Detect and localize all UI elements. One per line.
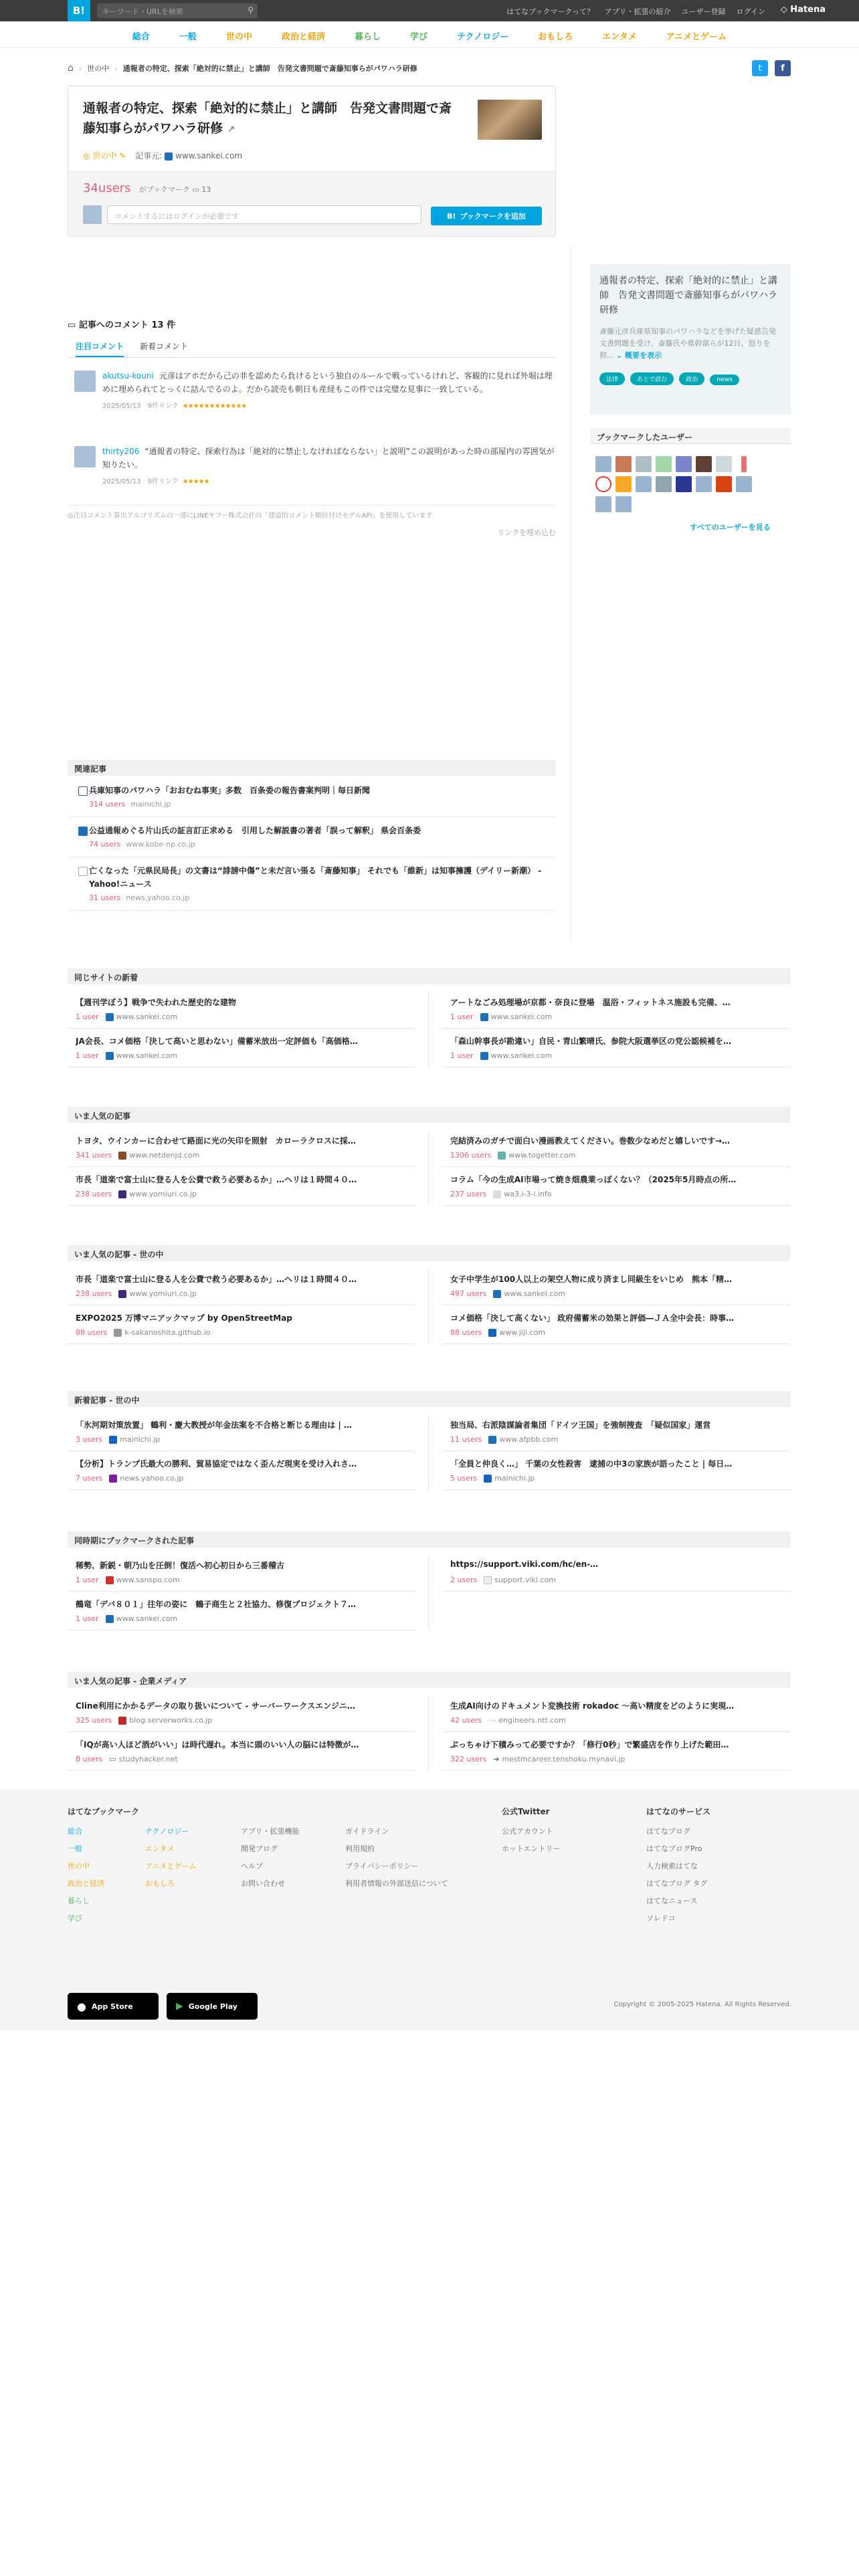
app-store-button[interactable] [68, 1993, 159, 2020]
article-icon [78, 827, 88, 836]
user-avatar[interactable] [656, 476, 672, 492]
list-item [442, 1128, 790, 1167]
stars[interactable]: ★★★★★ [182, 478, 209, 486]
list-item-users[interactable]: 1 user [76, 1051, 99, 1060]
category-anime[interactable]: アニメとゲーム [666, 32, 727, 42]
comment-links[interactable]: 9件リンク [147, 478, 179, 486]
footer-link[interactable]: 暮らし [68, 1897, 90, 1905]
footer-link[interactable]: 総合 [68, 1827, 82, 1836]
add-bookmark-label: ブックマークを追加 [460, 212, 526, 221]
list-item-domain[interactable]: www.togetter.com [508, 1151, 576, 1160]
link-icon: ⋯ [488, 1716, 496, 1725]
footer-link[interactable]: 世の中 [68, 1862, 90, 1870]
grid-divider [428, 992, 429, 1067]
comment-user[interactable]: akutsu-kouni [102, 371, 154, 381]
comments-title-text: 記事へのコメント 13 件 [78, 320, 175, 330]
list-item-users[interactable]: 238 users [76, 1190, 112, 1198]
site-favicon-icon [498, 1152, 506, 1160]
footer-link[interactable]: はてなブログPro [646, 1844, 702, 1853]
footer-link[interactable]: ホットエントリー [502, 1844, 561, 1853]
comment-links[interactable]: 9件リンク [147, 403, 179, 410]
footer-col-categories [145, 1823, 225, 1893]
related-domain[interactable]: mainichi.jp [130, 800, 171, 809]
related-item [68, 784, 556, 817]
comment-text: 元彦はアホだから己の非を認めたら負けるという独自のルールで戦っているけれど、客観的に見れば外堀は埋めに埋められてとっくに詰んでるのよ。だから読売も朝日も産経もこの件では完璧な見事に一致している。 [102, 371, 553, 394]
site-favicon-icon [114, 1329, 122, 1337]
footer-link[interactable]: ガイドライン [345, 1827, 389, 1836]
site-favicon-icon [109, 1475, 117, 1483]
bookmark-count [83, 181, 541, 195]
user-avatar[interactable] [615, 476, 632, 492]
apple-icon: ● [77, 2000, 86, 2013]
comment-input[interactable]: コメントするにはログインが必要です [107, 205, 421, 224]
entry-meta [83, 150, 242, 161]
site-favicon-icon [480, 1013, 488, 1021]
bookmark-icon: B! [447, 211, 456, 221]
list-item-domain[interactable]: wa3.i-3-i.info [504, 1190, 552, 1198]
list-item-users[interactable]: 2 users [450, 1576, 478, 1584]
list-item-domain[interactable]: news.yahoo.co.jp [120, 1474, 184, 1483]
list-item-title[interactable]: 「IQが高い人ほど酒がいい」は時代遅れ。本当に頭のいい人の脳には特徴が… [76, 1740, 359, 1749]
user-avatar[interactable] [676, 476, 692, 492]
list-item-domain[interactable]: blog.serverworks.co.jp [129, 1716, 213, 1725]
list-item [68, 1167, 415, 1206]
related-item-title[interactable]: 亡くなった「元県民局長」の文書は“誹謗中傷”と未だ言い張る「斎藤知事」 それでも「維新」は知事擁護（デイリー新潮） - Yahoo!ニュース [89, 866, 542, 889]
category-tech[interactable]: テクノロジー [457, 32, 509, 42]
list-item-users[interactable]: 1306 users [450, 1151, 492, 1160]
list-item-users[interactable]: 497 users [450, 1289, 487, 1298]
list-item-domain[interactable]: engineers.ntt.com [498, 1716, 566, 1725]
related-users[interactable]: 314 users [89, 800, 126, 809]
show-summary-label: 概要を表示 [625, 351, 662, 360]
comment-count: 13 [201, 185, 211, 194]
top-navbar [0, 0, 859, 21]
list-item [442, 1167, 790, 1206]
app-store-label: App Store [91, 2002, 133, 2011]
search-icon[interactable]: ⚲ [248, 5, 254, 15]
facebook-share-icon[interactable]: f [775, 60, 791, 76]
list-item [68, 1693, 415, 1732]
site-favicon-icon [118, 1152, 126, 1160]
list-item-title[interactable]: 市長「道楽で富士山に登る人を公費で救う必要あるか」…ヘリは１時間４０… [76, 1175, 357, 1184]
register-link[interactable]: ユーザー登録 [681, 7, 726, 16]
footer-link[interactable]: テクノロジー [145, 1827, 189, 1836]
list-item-title[interactable]: ぷっちゃけ下積みって必要ですか？「修行0秒」で繁盛店を作り上げた範田… [450, 1740, 729, 1749]
category-nav [0, 21, 859, 48]
list-item [442, 1267, 790, 1305]
user-avatar[interactable] [716, 456, 732, 472]
popular-society-title: いま人気の記事 - 世の中 [68, 1245, 790, 1261]
tag[interactable]: 政治 [679, 372, 704, 385]
footer-link[interactable]: 一般 [68, 1844, 82, 1853]
list-item [68, 1451, 415, 1490]
avatar[interactable] [74, 370, 96, 392]
list-item-domain[interactable]: www.yomiuri.co.jp [129, 1289, 197, 1298]
tab-popular-comments[interactable]: 注目コメント [76, 340, 124, 357]
list-item-title[interactable]: アートなごみ処理場が京都・奈良に登場 温浴・フィットネス施設も完備、… [450, 998, 731, 1007]
footer-title: 公式Twitter [502, 1807, 550, 1816]
comment-text: “通報者の特定、探索行為は「絶対的に禁止しなければならない」と説明”この説明があった時の部屋内の雰囲気が知りたい。 [102, 447, 555, 469]
footer-link[interactable]: はてなブログ タグ [646, 1879, 708, 1888]
list-item-domain[interactable]: www.sankei.com [490, 1051, 553, 1060]
list-item [68, 1412, 415, 1451]
entry-thumbnail[interactable] [478, 100, 542, 140]
site-favicon-icon [488, 1436, 496, 1444]
stars[interactable]: ★★★★★★★★★★★★ [182, 403, 247, 410]
entry-card [68, 86, 556, 237]
list-item [68, 1592, 415, 1630]
footer-link[interactable]: アニメとゲーム [145, 1862, 197, 1870]
hatena-bookmark-logo[interactable]: B! [68, 0, 90, 21]
list-item-title[interactable]: コラム「今の生成AI市場って焼き畑農業っぽくない？（2025年5月時点の所… [450, 1175, 737, 1184]
footer-link[interactable]: 利用者情報の外部送信について [345, 1879, 448, 1888]
list-item [442, 1029, 790, 1067]
list-item-domain[interactable]: www.afpbb.com [499, 1435, 559, 1444]
apps-link[interactable]: アプリ・拡張の紹介 [604, 7, 671, 16]
sidebar-title[interactable]: 通報者の特定、探索「絶対的に禁止」と講師 告発文書問題で斎藤知事らがパワハラ研修 [599, 276, 777, 316]
footer-link[interactable]: はてなブログ [646, 1827, 690, 1836]
list-item-domain[interactable]: www.sankei.com [116, 1051, 178, 1060]
user-avatar[interactable] [636, 456, 652, 472]
footer-link[interactable]: 人力検索はてな [646, 1862, 698, 1870]
popular-title: いま人気の記事 [68, 1107, 790, 1123]
list-item-title[interactable]: JA会長、コメ価格「決して高いと思わない」備蓄米放出一定評価も「高価格… [76, 1037, 358, 1046]
footer-link[interactable]: 利用規約 [345, 1844, 375, 1853]
list-item-title[interactable]: 「全員と仲良く…」 千葉の女性殺害 逮捕の中3の家族が語ったこと | 毎日… [450, 1459, 733, 1469]
category-omoshiro[interactable]: おもしろ [538, 32, 573, 42]
list-item-domain[interactable]: www.sankei.com [116, 1614, 178, 1623]
related-item-title[interactable]: 兵庫知事のパワハラ「おおむね事実」多数 百条委の報告書案判明｜毎日新聞 [89, 786, 371, 795]
related-item [68, 864, 556, 911]
top-links [506, 6, 765, 17]
list-item-users[interactable]: 1 user [76, 1614, 99, 1623]
related-domain[interactable]: www.kobe-np.co.jp [126, 840, 195, 849]
list-item-users[interactable]: 1 user [76, 1012, 99, 1021]
list-item-users[interactable]: 88 users [450, 1328, 482, 1337]
footer-title: はてなブックマーク [68, 1807, 140, 1816]
footer-title: はてなのサービス [646, 1807, 711, 1816]
list-item-title[interactable]: https://support.viki.com/hc/en-… [450, 1560, 599, 1569]
list-item-users[interactable]: 341 users [76, 1151, 112, 1160]
list-item-title[interactable]: 【週刊学ぼう】戦争で失われた歴史的な建物 [76, 998, 237, 1007]
all-users-link[interactable]: すべてのユーザーを見る [690, 523, 771, 532]
list-item-users[interactable]: 8 users [76, 1755, 103, 1763]
related-domain[interactable]: news.yahoo.co.jp [126, 893, 190, 902]
same-period-title: 同時期にブックマークされた記事 [68, 1531, 790, 1547]
footer-link[interactable]: 政治と経済 [68, 1879, 104, 1888]
footer-col-twitter [502, 1803, 602, 1858]
comment-user[interactable]: thirty206 [102, 447, 140, 456]
list-item-users[interactable]: 7 users [76, 1474, 103, 1483]
list-item-title[interactable]: トヨタ、ウインカーに合わせて路面に光の矢印を照射 カローラクロスに採… [76, 1136, 356, 1146]
comment-date[interactable]: 2025/05/13 [102, 403, 141, 410]
google-play-icon: ▶ [176, 2001, 183, 2012]
list-item-domain[interactable]: www.sanspo.com [116, 1576, 180, 1584]
list-item-domain[interactable]: mainichi.jp [120, 1435, 161, 1444]
list-item-domain[interactable]: www.sankei.com [504, 1289, 565, 1298]
list-item [442, 1412, 790, 1451]
article-icon [78, 786, 88, 796]
list-item-title[interactable]: 完結済みのガチで面白い漫画教えてください。巻数少なめだと嬉しいです→… [450, 1136, 731, 1146]
footer-link[interactable]: アプリ・拡張機能 [241, 1827, 300, 1836]
hatena-logo[interactable]: ◇ Hatena [780, 5, 826, 15]
category-ippan[interactable]: 一般 [179, 32, 197, 42]
bookmarked-users-title: ブックマークしたユーザー [590, 428, 791, 444]
list-item-domain[interactable]: www.sankei.com [490, 1012, 553, 1021]
breadcrumb-title: 通報者の特定、探索「絶対的に禁止」と講師 告発文書問題で斎藤知事らがパワハラ研修 [122, 64, 417, 73]
speech-bubble-icon: ▭ [109, 1755, 116, 1763]
entry-domain-link[interactable]: www.sankei.com [175, 151, 243, 160]
user-avatar[interactable] [696, 476, 712, 492]
comment-algorithm-note: ◎注目コメント算出アルゴリズムの一部にLINEヤフー株式会社の「建設的コメント順位付けモデルAPI」を使用しています [68, 505, 556, 520]
external-link-icon[interactable]: ↗ [227, 124, 235, 135]
list-item-title[interactable]: 【分析】トランプ氏最大の勝利、貿易協定ではなく歪んだ現実を受け入れさ… [76, 1459, 357, 1469]
list-item-title[interactable]: 「氷河期対策放置」 鶴利・慶大教授が年金法案を不合格と断じる理由は | … [76, 1420, 352, 1430]
user-avatar[interactable] [676, 456, 692, 472]
footer-col-policy [345, 1823, 492, 1893]
grid-divider [428, 1131, 429, 1206]
show-summary-link[interactable]: ⌄ 概要を表示 [616, 351, 662, 360]
list-item-title[interactable]: EXPO2025 万博マニアックマップ by OpenStreetMap [76, 1313, 292, 1323]
tag[interactable]: あとで読む [630, 372, 674, 385]
user-avatar[interactable] [615, 456, 632, 472]
user-avatar[interactable] [595, 496, 611, 512]
list-item [442, 1451, 790, 1490]
embed-link[interactable]: リンクを埋め込む [497, 528, 556, 537]
users-count[interactable]: 34users [83, 181, 131, 195]
comments-title [68, 318, 175, 330]
tab-new-comments[interactable]: 新着コメント [140, 342, 189, 351]
list-item-users[interactable]: 325 users [76, 1716, 112, 1725]
footer-link[interactable]: はてなニュース [646, 1897, 698, 1905]
google-play-label: Google Play [188, 2002, 237, 2011]
grid-divider [428, 1555, 429, 1630]
footer-link[interactable]: ヘルプ [241, 1862, 263, 1870]
grid-divider [428, 1696, 429, 1771]
twitter-share-icon[interactable]: t [752, 60, 768, 76]
footer-link[interactable]: プライバシーポリシー [345, 1862, 419, 1870]
comment-tabs [68, 340, 556, 358]
list-item [68, 1553, 415, 1592]
site-favicon-icon [493, 1290, 501, 1298]
site-favicon-icon [106, 1576, 114, 1584]
footer-link[interactable]: 公式アカウント [502, 1827, 553, 1836]
sidebar-desc-text: 斎藤元彦兵庫県知事のパワハラなどを挙げた疑惑告発文書問題を受け、斎藤氏や県幹部らが12日、怒りを抑... [599, 327, 776, 360]
site-favicon-icon [493, 1190, 501, 1198]
list-item-users[interactable]: 1 user [450, 1012, 474, 1021]
list-item [442, 1553, 790, 1592]
list-item-domain[interactable]: mestmcareer.tenshoku.mynavi.jp [502, 1755, 626, 1763]
related-title: 関連記事 [68, 760, 556, 776]
comment-icon: ▭ [68, 320, 76, 330]
footer-col-info [241, 1823, 335, 1893]
list-item-title[interactable]: 鵺竜「デバ８０１」往年の姿に 鶴子商生と２社協力、修復プロジェクト７… [76, 1600, 357, 1609]
comment-icon: ▭ [192, 185, 199, 194]
entry-category-label: 世の中 [92, 151, 117, 160]
list-item-users[interactable]: 322 users [450, 1755, 487, 1763]
entry-category[interactable]: ◎ 世の中 ✎ [83, 151, 126, 160]
footer-col-bookmark [68, 1803, 148, 1927]
related-item [68, 824, 556, 857]
google-play-button[interactable] [167, 1993, 258, 2020]
breadcrumb [68, 60, 790, 76]
list-item-title[interactable]: 「森山幹事長が勘違い」自民・青山繁晴氏、参院大阪選挙区の党公認候補を… [450, 1037, 732, 1046]
hatena-brand: Hatena [790, 5, 826, 15]
related-item-title[interactable]: 公益通報めぐる片山氏の証言訂正求める 引用した解説書の著者「誤って解釈」 県会百条委 [89, 826, 421, 835]
tag[interactable]: 法律 [599, 372, 625, 385]
list-item-users[interactable]: 238 users [76, 1289, 112, 1298]
list-item-domain[interactable]: www.sankei.com [116, 1012, 178, 1021]
list-item-domain[interactable]: support.viki.com [494, 1576, 556, 1584]
list-item-users[interactable]: 237 users [450, 1190, 487, 1198]
user-avatar[interactable] [696, 456, 712, 472]
list-item-users[interactable]: 11 users [450, 1435, 482, 1444]
site-favicon-icon [118, 1290, 126, 1298]
chevron-right-icon: › [114, 64, 118, 73]
entry-title-text[interactable]: 通報者の特定、探索「絶対的に禁止」と講師 告発文書問題で斎藤知事らがパワハラ研修 [83, 101, 452, 136]
entry-source [135, 150, 242, 161]
chevron-right-icon: › [78, 64, 82, 73]
list-item-domain[interactable]: www.yomiuri.co.jp [129, 1190, 197, 1198]
user-avatar[interactable] [741, 456, 747, 472]
site-favicon-icon [106, 1052, 114, 1060]
sidebar-summary [590, 264, 791, 415]
tag[interactable]: news [710, 374, 739, 385]
bookmark-label: がブックマーク [138, 185, 190, 194]
list-item-title[interactable]: コメ価格「決して高くない」 政府備蓄米の効果と評価―ＪＡ全中会長：時事… [450, 1313, 735, 1323]
grid-divider [428, 1415, 429, 1490]
list-item-users[interactable]: 1 user [450, 1051, 474, 1060]
article-icon [78, 867, 88, 876]
new-society-title: 新着記事 - 世の中 [68, 1391, 790, 1407]
search-input[interactable] [97, 3, 258, 18]
footer-link[interactable]: ソレドコ [646, 1914, 676, 1923]
list-item-domain[interactable]: mainichi.jp [494, 1474, 535, 1483]
site-favicon-icon [118, 1190, 126, 1198]
add-bookmark-button[interactable] [431, 207, 542, 225]
list-item-title[interactable]: 市長「道楽で富士山に登る人を公費で救う必要あるか」…ヘリは１時間４０… [76, 1275, 357, 1284]
list-item-users[interactable]: 1 user [76, 1576, 99, 1584]
comment-meta [102, 400, 556, 410]
category-sogo[interactable]: 総合 [132, 32, 150, 42]
footer-col-services [646, 1803, 767, 1927]
site-favicon-icon [484, 1475, 492, 1483]
user-avatar[interactable] [595, 476, 611, 492]
list-item [68, 1128, 415, 1167]
list-item-domain[interactable]: studyhacker.net [118, 1755, 178, 1763]
site-favicon-icon [484, 1576, 492, 1584]
category-entame[interactable]: エンタメ [602, 32, 637, 42]
list-item [442, 1305, 790, 1344]
same-site-title: 同じサイトの新着 [68, 968, 790, 984]
category-yononaka[interactable]: 世の中 [225, 32, 252, 42]
list-item-title[interactable]: 生成AI向けのドキュメント変換技術 rokadoc ～高い精度をどのように実現… [450, 1701, 735, 1711]
list-item [68, 990, 415, 1029]
list-item-title[interactable]: 独当局、右派陰謀論者集団「ドイツ王国」を強制捜査 「疑似国家」運営 [450, 1420, 711, 1430]
list-item-title[interactable]: 稀勢、新鋭・朝乃山を圧倒！復活へ初心初日から三番稽古 [76, 1561, 285, 1570]
site-favicon-icon [109, 1436, 117, 1444]
site-favicon-icon [106, 1615, 114, 1623]
entry-title[interactable] [83, 98, 458, 140]
breadcrumb-category[interactable]: 世の中 [87, 64, 110, 73]
list-item-users[interactable]: 88 users [76, 1328, 108, 1337]
search-placeholder: キーワード・URLを検索 [102, 7, 183, 16]
avatar [83, 205, 102, 224]
list-item-users[interactable]: 42 users [450, 1716, 482, 1725]
list-item-title[interactable]: Cline利用にかかるデータの取り扱いについて - サーバーワークスエンジニ… [76, 1701, 355, 1711]
list-item-users[interactable]: 5 users [450, 1474, 478, 1483]
about-link[interactable]: はてなブックマークって？ [506, 7, 594, 16]
home-icon[interactable]: ⌂ [68, 63, 74, 74]
list-item [68, 1029, 415, 1067]
list-item-title[interactable]: 女子中学生が100人以上の架空人物に成り済まし同級生をいじめ 熊本「精… [450, 1275, 733, 1284]
list-item-users[interactable]: 3 users [76, 1435, 103, 1444]
user-avatar[interactable] [736, 476, 752, 492]
source-label: 記事元: [135, 151, 163, 160]
sankei-favicon-icon [165, 152, 173, 160]
site-favicon-icon [488, 1329, 496, 1337]
related-users[interactable]: 74 users [89, 840, 121, 849]
user-avatar[interactable] [636, 476, 652, 492]
arrow-icon: ➜ [493, 1755, 500, 1763]
list-item-domain[interactable]: k-sakanoshita.github.io [124, 1328, 211, 1337]
site-favicon-icon [480, 1052, 488, 1060]
footer-link[interactable]: エンタメ [145, 1844, 175, 1853]
list-item-domain[interactable]: www.netdenjd.com [129, 1151, 200, 1160]
comment-meta [102, 475, 556, 486]
list-item [68, 1732, 415, 1771]
list-item [442, 990, 790, 1029]
footer-link[interactable]: おもしろ [145, 1879, 175, 1888]
category-manabi[interactable]: 学び [409, 32, 427, 42]
list-item [68, 1267, 415, 1305]
user-avatar[interactable] [615, 496, 632, 512]
footer-link[interactable]: お問い合わせ [241, 1879, 285, 1888]
login-link[interactable]: ログイン [736, 7, 765, 16]
user-avatar[interactable] [716, 476, 732, 492]
footer-link[interactable]: 学び [68, 1914, 82, 1923]
user-avatar[interactable] [595, 456, 611, 472]
avatar[interactable] [74, 446, 96, 467]
list-item-domain[interactable]: www.jiji.com [499, 1328, 545, 1337]
list-item [442, 1693, 790, 1732]
category-seiji[interactable]: 政治と経済 [281, 32, 325, 42]
list-item [442, 1732, 790, 1771]
corporate-media-title: いま人気の記事 - 企業メディア [68, 1672, 790, 1688]
footer-link[interactable]: 開発ブログ [241, 1844, 278, 1853]
comment-date[interactable]: 2025/05/13 [102, 478, 141, 486]
comment-item [68, 445, 556, 486]
grid-divider [428, 1269, 429, 1344]
user-avatar[interactable] [656, 456, 672, 472]
site-favicon-icon [106, 1013, 114, 1021]
site-favicon-icon [118, 1717, 126, 1725]
copyright: Copyright © 2005-2025 Hatena. All Rights Reserved. [613, 2001, 791, 2008]
sidebar-desc [599, 326, 781, 362]
comment-item [68, 369, 556, 410]
tag-list [599, 372, 781, 385]
category-kurashi[interactable]: 暮らし [354, 32, 381, 42]
related-users[interactable]: 31 users [89, 893, 121, 902]
list-item [68, 1305, 415, 1344]
